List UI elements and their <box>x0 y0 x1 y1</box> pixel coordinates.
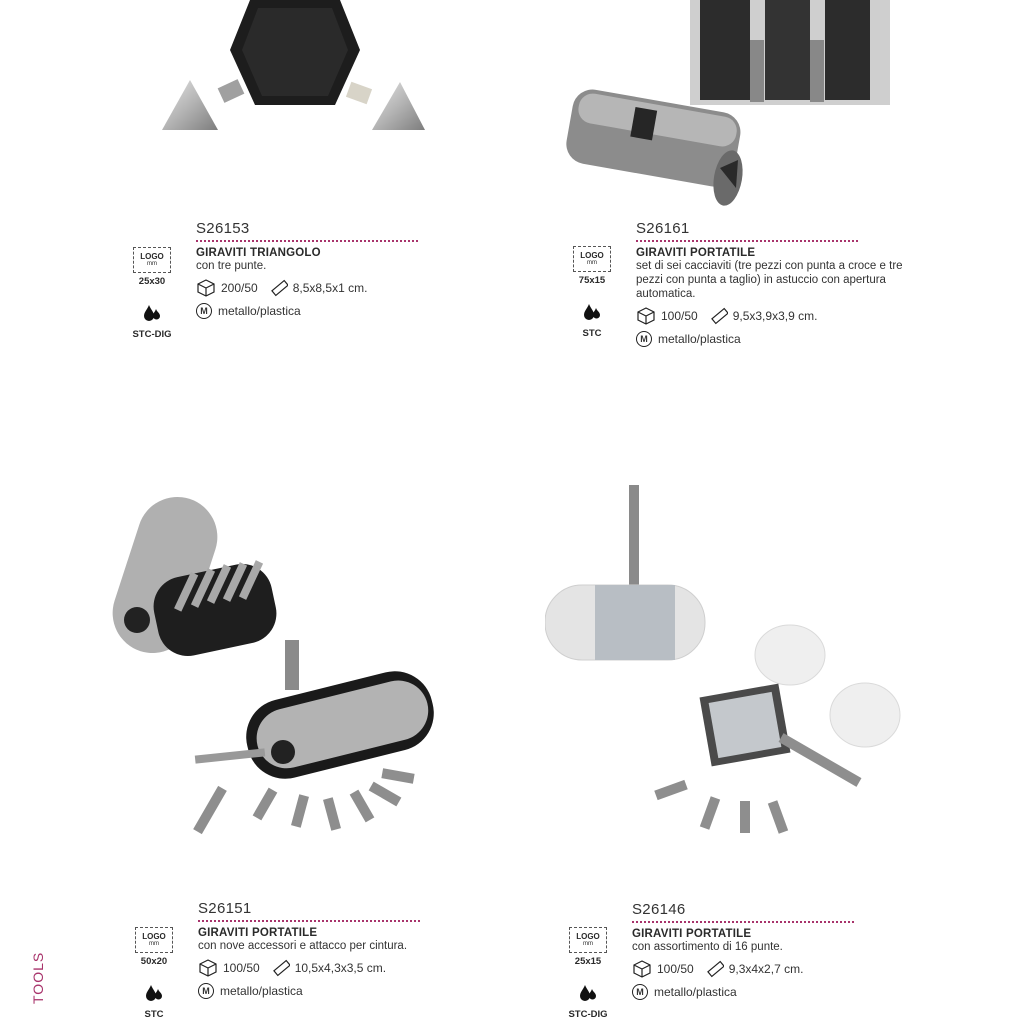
packaging-quantity: 100/50 <box>657 962 694 976</box>
printing-technique: STC-DIG <box>132 329 172 340</box>
product-description: con tre punte. <box>196 260 267 272</box>
product-name: GIRAVITI PORTATILE <box>632 928 752 940</box>
marking-info-s26151 <box>129 927 179 1020</box>
product-dimensions: 9,3x4x2,7 cm. <box>728 962 804 976</box>
product-description: con nove accessori e attacco per cintura. <box>198 940 408 952</box>
material-badge-icon: M <box>198 983 214 999</box>
product-s26151 <box>198 900 528 999</box>
box-icon <box>196 279 216 297</box>
product-code: S26146 <box>632 901 854 923</box>
ink-drop-icon <box>578 983 598 1003</box>
product-name: GIRAVITI PORTATILE <box>198 927 318 939</box>
product-dimensions: 8,5x8,5x1 cm. <box>292 281 368 295</box>
ink-drop-icon <box>582 302 602 322</box>
product-material: metallo/plastica <box>218 304 301 318</box>
product-description: con assortimento di 16 punte. <box>632 941 783 953</box>
logo-size: 75x15 <box>578 275 606 286</box>
logo-unit: mm <box>587 260 597 266</box>
ruler-icon <box>270 279 288 297</box>
logo-unit: mm <box>147 261 157 267</box>
product-image-s26161 <box>560 0 900 210</box>
material-row <box>632 984 962 1000</box>
ruler-icon <box>706 960 724 978</box>
logo-unit: mm <box>583 941 593 947</box>
product-description: set di sei cacciaviti (tre pezzi con punta a croce e tre pezzi con punta a taglio) in astuccio con apertura automatica. <box>636 260 903 300</box>
material-badge-icon: M <box>196 303 212 319</box>
logo-area-box <box>569 927 607 953</box>
spec-row <box>632 960 962 978</box>
product-s26146 <box>632 901 962 1000</box>
product-dimensions: 9,5x3,9x3,9 cm. <box>732 309 818 323</box>
spec-row <box>636 307 966 325</box>
product-code: S26153 <box>196 220 418 242</box>
logo-word: LOGO <box>580 251 604 260</box>
ruler-icon <box>272 959 290 977</box>
logo-area-box <box>133 247 171 273</box>
material-row <box>196 303 526 319</box>
product-image-s26151 <box>95 490 455 850</box>
logo-size: 50x20 <box>140 956 168 967</box>
product-name: GIRAVITI TRIANGOLO <box>196 247 321 259</box>
material-row <box>198 983 528 999</box>
product-code: S26161 <box>636 220 858 242</box>
product-material: metallo/plastica <box>658 332 741 346</box>
marking-info-s26146 <box>563 927 613 1020</box>
product-name: GIRAVITI PORTATILE <box>636 247 756 259</box>
product-image-s26153 <box>150 0 440 140</box>
product-s26161 <box>636 220 966 347</box>
material-row <box>636 331 966 347</box>
material-badge-icon: M <box>636 331 652 347</box>
logo-area-box <box>573 246 611 272</box>
logo-area-box <box>135 927 173 953</box>
product-code: S26151 <box>198 900 420 922</box>
product-material: metallo/plastica <box>220 984 303 998</box>
spec-row <box>198 959 528 977</box>
packaging-quantity: 100/50 <box>661 309 698 323</box>
marking-info-s26161 <box>567 246 617 339</box>
packaging-quantity: 200/50 <box>221 281 258 295</box>
logo-word: LOGO <box>576 932 600 941</box>
ink-drop-icon <box>144 983 164 1003</box>
printing-technique: STC <box>582 328 602 339</box>
logo-size: 25x30 <box>138 276 166 287</box>
spec-row <box>196 279 526 297</box>
logo-unit: mm <box>149 941 159 947</box>
section-label: TOOLS <box>30 951 46 1004</box>
ink-drop-icon <box>142 303 162 323</box>
ruler-icon <box>710 307 728 325</box>
product-dimensions: 10,5x4,3x3,5 cm. <box>294 961 387 975</box>
packaging-quantity: 100/50 <box>223 961 260 975</box>
box-icon <box>198 959 218 977</box>
product-material: metallo/plastica <box>654 985 737 999</box>
box-icon <box>632 960 652 978</box>
material-badge-icon: M <box>632 984 648 1000</box>
printing-technique: STC <box>144 1009 164 1020</box>
logo-size: 25x15 <box>574 956 602 967</box>
product-image-s26146 <box>545 485 915 845</box>
box-icon <box>636 307 656 325</box>
product-s26153 <box>196 220 526 319</box>
logo-word: LOGO <box>140 252 164 261</box>
logo-word: LOGO <box>142 932 166 941</box>
marking-info-s26153 <box>127 247 177 340</box>
printing-technique: STC-DIG <box>568 1009 608 1020</box>
